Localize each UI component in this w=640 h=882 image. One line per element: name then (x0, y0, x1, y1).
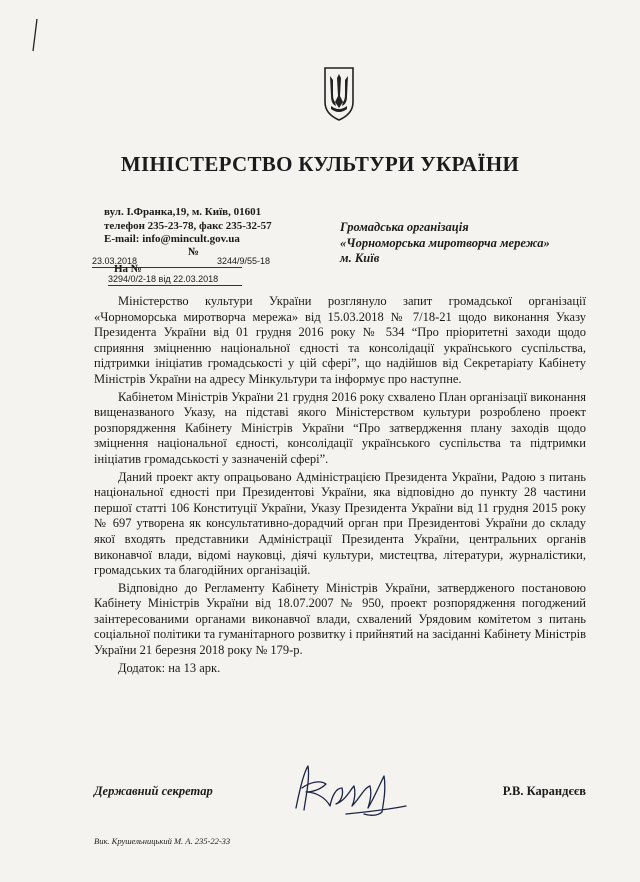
sender-phones: телефон 235-23-78, факс 235-32-57 (104, 219, 272, 232)
trident-emblem-icon (322, 66, 356, 122)
body-paragraph-4: Відповідно до Регламенту Кабінету Міністрів України, затвердженого постановою Кабінету Міністрів України від 18.07.2007 № 950, проект розпорядження погоджений заінтересованими органами виконавчої влади, схвалений Урядовим комітетом з питань соціальної політики та гуманітарного розвитку і прийнятий на засіданні Кабінету Міністрів України 21 березня 2018 року № 179-р. (94, 580, 586, 658)
recipient-block (340, 220, 550, 267)
sender-address: вул. І.Франка,19, м. Київ, 01601 (104, 206, 262, 218)
sender-details (104, 206, 272, 247)
signature-block (94, 778, 586, 828)
registration-number-label: № (188, 246, 200, 258)
body-paragraph-3: Даний проект акту опрацьовано Адміністрацією Президента України, Радою з питань національної єдності при Президентові України, яка відповідно до пункту 28 частини першої статті 106 Конституції України, Указу Президента України від 11 грудня 2015 року № 697 утворена як консультативно-дорадчий орган при Президентові України до складу якої входять представники Адміністрації Президента України, центральних органів виконавчої влади, відомі науковці, діячі культури, мистецтва, літератури, журналістики, громадських та благодійних організацій. (94, 469, 586, 578)
reply-label: На № (114, 263, 142, 275)
registration-number: 3244/9/55-18 (217, 256, 271, 266)
recipient-line-1: Громадська організація (340, 220, 469, 234)
reply-reference: 3294/0/2-18 від 22.03.2018 (108, 274, 219, 284)
recipient-line-2: «Чорноморська миротворча мережа» (340, 235, 550, 250)
margin-mark-icon (30, 18, 40, 52)
body-paragraph-2: Кабінетом Міністрів України 21 грудня 2016 року схвалено План організації виконання вищеназваного Указу, на підставі якого Міністерством культури розроблено проект розпорядження Кабінету Міністрів України “Про затвердження плану заходів щодо зміцнення національної єдності, консолідації українського суспільства та підтримки ініціатив громадськості у зазначеній сфері”. (94, 389, 586, 466)
recipient-line-3: м. Київ (340, 251, 380, 265)
sender-email: E-mail: info@mincult.gov.ua (104, 233, 240, 245)
ministry-title: МІНІСТЕРСТВО КУЛЬТУРИ УКРАЇНИ (120, 152, 520, 176)
signatory-title: Державний секретар (94, 784, 213, 798)
signatory-name: Р.В. Карандєєв (502, 784, 586, 798)
registration-date: 23.03.2018 (92, 256, 138, 266)
reply-line (108, 285, 242, 286)
handwritten-signature (286, 758, 412, 820)
attachment-note: Додаток: на 13 арк. (118, 660, 221, 675)
body-paragraph-1: Міністерство культури України розглянуло запит громадської організації «Чорноморська миротворча мережа» від 15.03.2018 № 7/18-21 щодо виконання Указу Президента України від 01 грудня 2016 року № 534 “Про пріоритетні заходи щодо сприяння зміцненню національної єдності та консолідації українського суспільства, підтримки ініціатив громадськості у цій сфері”, що надійшов від Секретаріату Кабінету Міністрів України на адресу Мінкультури та інформує про наступне. (94, 294, 586, 386)
registration-stamp (92, 246, 292, 282)
executor-note: Вик. Крушельницький М. А. 235-22-33 (94, 836, 231, 846)
letter-body (94, 294, 586, 678)
